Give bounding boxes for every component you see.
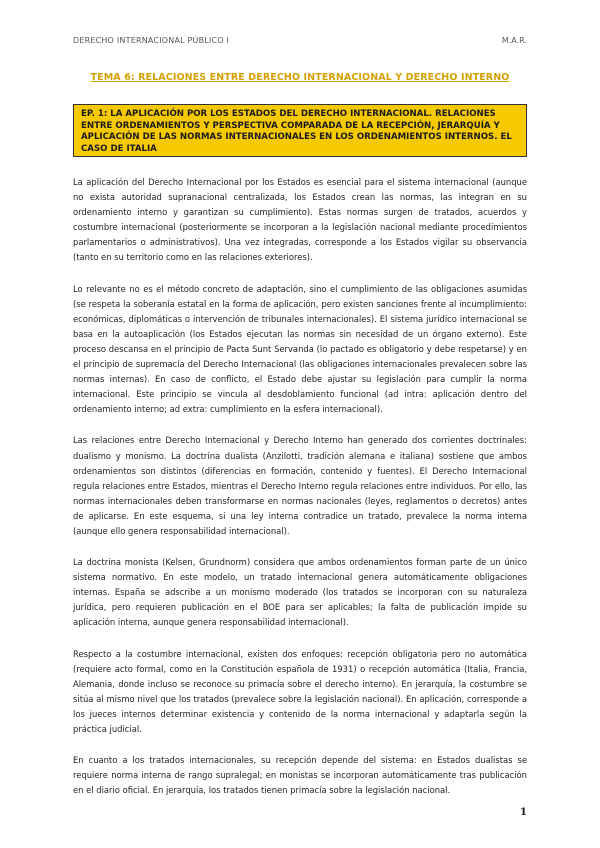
header-author-initials: M.A.R. [501,36,527,45]
page-number: 1 [520,807,527,818]
header-course-title: DERECHO INTERNACIONAL PÚBLICO I [73,36,230,45]
paragraph-5: Respecto a la costumbre internacional, existen dos enfoques: recepción obligatoria pero no automática (requiere acto formal, como en la Constitución española de 1931) o recepción automática (Italia, Francia, Alemania, donde incluso se reconoce su primacía sobre el derecho interno). En jerarquía, la costumbre se sitúa al mismo nivel que los tratados (prevalece sobre la legislación nacional). En aplicación, corresponde a los jueces internos determinar existencia y contenido de la norma internacional y adaptarla según la práctica judicial. [73,648,527,734]
epigraph-title: EP. 1: LA APLICACIÓN POR LOS ESTADOS DEL DERECHO INTERNACIONAL. RELACIONES ENTRE ORDENAMIENTOS Y PERSPECTIVA COMPARADA DE LA RECEPCIÓN, JERARQUÍA Y APLICACIÓN DE LAS NORMAS INTERNACIONALES EN LOS ORDENAMIENTOS INTERNOS. EL CASO DE ITALIA [81,109,512,154]
paragraph-6: En cuanto a los tratados internacionales, su recepción depende del sistema: en Estados dualistas se requiere norma interna de rango supralegal; en monistas se incorporan automáticamente tras publicación en el diario oficial. En jerarquía, los tratados tienen primacía sobre la legislación nacional. [73,755,527,796]
page-header [73,36,527,48]
document-body [73,175,527,814]
epigraph-box [73,104,527,157]
paragraph-3: Las relaciones entre Derecho Internacional y Derecho Interno han generado dos corrientes doctrinales: dualismo y monismo. La doctrina dualista (Anzilotti, tradición alemana e italiana) sostiene que ambos ordenamientos son distintos (diferencias en formación, contenido y fuentes). El Derecho Internacional regula relaciones entre Estados, mientras el Derecho Interno regula relaciones entre individuos. Por ello, las normas internacionales deben transformarse en normas nacionales (leyes, reglamentos o decretos) antes de aplicarse. En este esquema, si una ley interna contradice un tratado, prevalece la norma interna (aunque ello genera responsabilidad internacional). [73,435,527,536]
paragraph-4: La doctrina monista (Kelsen, Grundnorm) considera que ambos ordenamientos forman parte de un único sistema normativo. En este modelo, un tratado internacional genera automáticamente obligaciones internas. España se adscribe a un monismo moderado (los tratados se incorporan con su naturaleza jurídica, pero requieren publicación en el BOE para ser aplicables; la falta de publicación impide su aplicación interna, aunque genera responsabilidad internacional). [73,557,527,628]
paragraph-2: Lo relevante no es el método concreto de adaptación, sino el cumplimiento de las obligaciones asumidas (se respeta la soberanía estatal en la forma de aplicación, pero existen sanciones frente al incumplimiento: económicas, diplomáticas o intervención de tribunales internacionales). El sistema jurídico internacional se basa en la autoaplicación (los Estados ejecutan las normas sin necesidad de un órgano externo). Este proceso descansa en el principio de Pacta Sunt Servanda (lo pactado es obligatorio y debe respetarse) y en el principio de supremacía del Derecho Internacional (las obligaciones internacionales prevalecen sobre las normas internas). En caso de conflicto, el Estado debe ajustar su legislación para cumplir la norma internacional. Este principio se vincula al desdoblamiento funcional (ad intra: aplicación dentro del ordenamiento interno; ad extra: cumplimiento en la esfera internacional). [73,283,527,415]
paragraph-1: La aplicación del Derecho Internacional por los Estados es esencial para el sistema internacional (aunque no exista autoridad supranacional centralizada, los Estados crean las normas, las integran en su ordenamiento interno y garantizan su cumplimiento). Estas normas surgen de tratados, acuerdos y costumbre internacional (posteriormente se incorporan a la legislación nacional mediante procedimientos parlamentarios o administrativos). Una vez integradas, corresponde a los Estados vigilar su observancia (tanto en su territorio como en las relaciones exteriores). [73,177,527,263]
topic-title: TEMA 6: RELACIONES ENTRE DERECHO INTERNACIONAL Y DERECHO INTERNO [90,72,510,83]
